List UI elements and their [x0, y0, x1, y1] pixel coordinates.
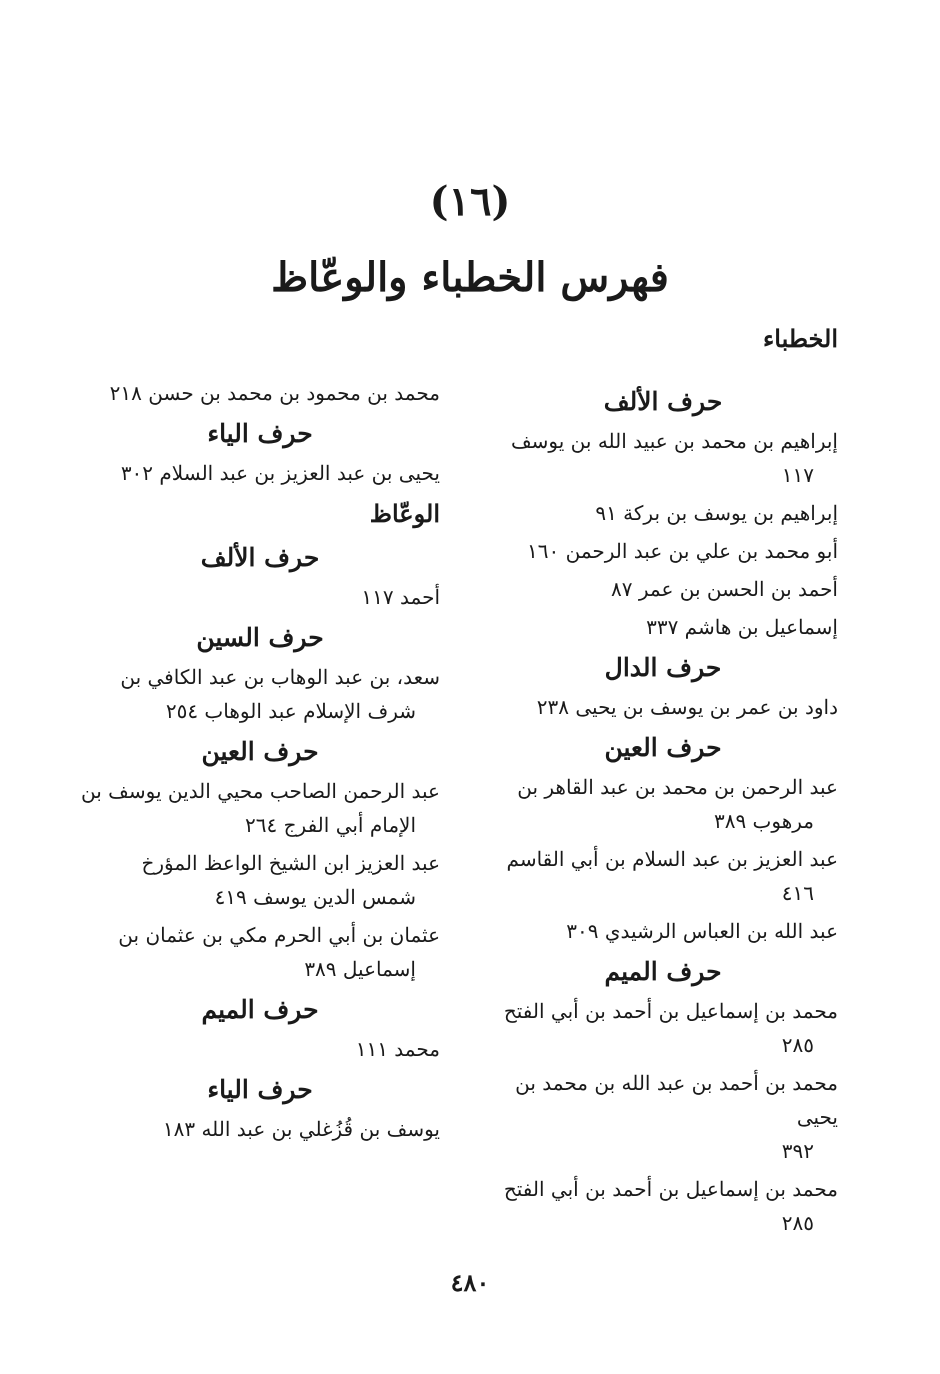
letter-heading: حرف الميم [604, 957, 722, 986]
entry-continuation: ٣٩٢ [781, 1139, 814, 1163]
entry-text: عبد الله بن العباس الرشيدي ٣٠٩ [566, 919, 838, 943]
index-entry [488, 1066, 838, 1168]
entry-text: أحمد ١١٧ [361, 585, 440, 609]
entry-text: عبد الرحمن بن محمد بن عبد القاهر بن [517, 775, 838, 799]
index-entry [80, 376, 440, 410]
letter-heading: حرف الدال [604, 653, 722, 682]
index-entry [488, 534, 838, 568]
entry-text: يوسف بن قُزُغلي بن عبد الله ١٨٣ [162, 1117, 440, 1141]
letter-heading: حرف العين [604, 733, 722, 762]
section-title-wuaz: الوعّاظ [369, 499, 440, 528]
entry-continuation: إسماعيل ٣٨٩ [304, 957, 416, 981]
entry-continuation: مرهوب ٣٨٩ [713, 809, 814, 833]
left-column [80, 376, 440, 1150]
index-entry [80, 660, 440, 728]
entry-continuation: ٢٨٥ [781, 1211, 814, 1235]
index-entry [488, 424, 838, 492]
entry-continuation: شمس الدين يوسف ٤١٩ [214, 885, 416, 909]
entry-continuation: ١١٧ [781, 463, 814, 487]
page-number: ٤٨٠ [450, 1268, 490, 1297]
index-entry [80, 456, 440, 490]
entry-continuation: شرف الإسلام عبد الوهاب ٢٥٤ [165, 699, 416, 723]
index-entry [80, 1112, 440, 1146]
index-entry [488, 842, 838, 910]
entry-text: إبراهيم بن يوسف بن بركة ٩١ [595, 501, 838, 525]
index-entry [488, 994, 838, 1062]
letter-heading: حرف العين [201, 737, 319, 766]
chapter-number: (١٦) [429, 178, 511, 225]
right-column [488, 380, 838, 1244]
letter-heading: حرف الألف [200, 543, 320, 572]
index-entry [488, 690, 838, 724]
entry-text: محمد بن إسماعيل بن أحمد بن أبي الفتح [503, 1177, 838, 1201]
letter-heading: حرف الميم [201, 995, 319, 1024]
entry-text: سعد، بن عبد الوهاب بن عبد الكافي بن [120, 665, 440, 689]
entry-text: محمد ١١١ [355, 1037, 440, 1061]
index-entry [80, 918, 440, 986]
index-entry [488, 914, 838, 948]
entry-text: محمد بن إسماعيل بن أحمد بن أبي الفتح [503, 999, 838, 1023]
index-entry [488, 496, 838, 530]
entry-text: داود بن عمر بن يوسف بن يحيى ٢٣٨ [536, 695, 838, 719]
entry-text: يحيى بن عبد العزيز بن عبد السلام ٣٠٢ [120, 461, 440, 485]
entry-continuation: ٤١٦ [781, 881, 814, 905]
index-entry [80, 580, 440, 614]
section-title-khutaba: الخطباء [763, 324, 838, 353]
index-entry [80, 846, 440, 914]
entry-text: محمد بن أحمد بن عبد الله بن محمد بن يحيى [515, 1071, 838, 1129]
entry-text: إبراهيم بن محمد بن عبيد الله بن يوسف [510, 429, 838, 453]
index-entry [80, 774, 440, 842]
entry-text: عبد العزيز بن عبد السلام بن أبي القاسم [506, 847, 838, 871]
page-title: فهرس الخطباء والوعّاظ [271, 254, 669, 301]
letter-heading: حرف الألف [603, 387, 723, 416]
letter-heading: حرف الياء [207, 1075, 313, 1104]
entry-text: أبو محمد بن علي بن عبد الرحمن ١٦٠ [527, 539, 838, 563]
letter-heading: حرف السين [196, 623, 324, 652]
index-entry [488, 770, 838, 838]
letter-heading: حرف الياء [207, 419, 313, 448]
entry-continuation: الإمام أبي الفرج ٢٦٤ [245, 813, 416, 837]
entry-text: محمد بن محمود بن محمد بن حسن ٢١٨ [109, 381, 440, 405]
entry-text: عبد العزيز ابن الشيخ الواعظ المؤرخ [141, 851, 440, 875]
entry-text: عثمان بن أبي الحرم مكي بن عثمان بن [118, 923, 440, 947]
index-entry [488, 1172, 838, 1240]
entry-text: أحمد بن الحسن بن عمر ٨٧ [611, 577, 838, 601]
index-entry [80, 1032, 440, 1066]
entry-text: إسماعيل بن هاشم ٣٣٧ [646, 615, 838, 639]
entry-text: عبد الرحمن الصاحب محيي الدين يوسف بن [81, 779, 440, 803]
entry-continuation: ٢٨٥ [781, 1033, 814, 1057]
index-entry [488, 572, 838, 606]
index-entry [488, 610, 838, 644]
